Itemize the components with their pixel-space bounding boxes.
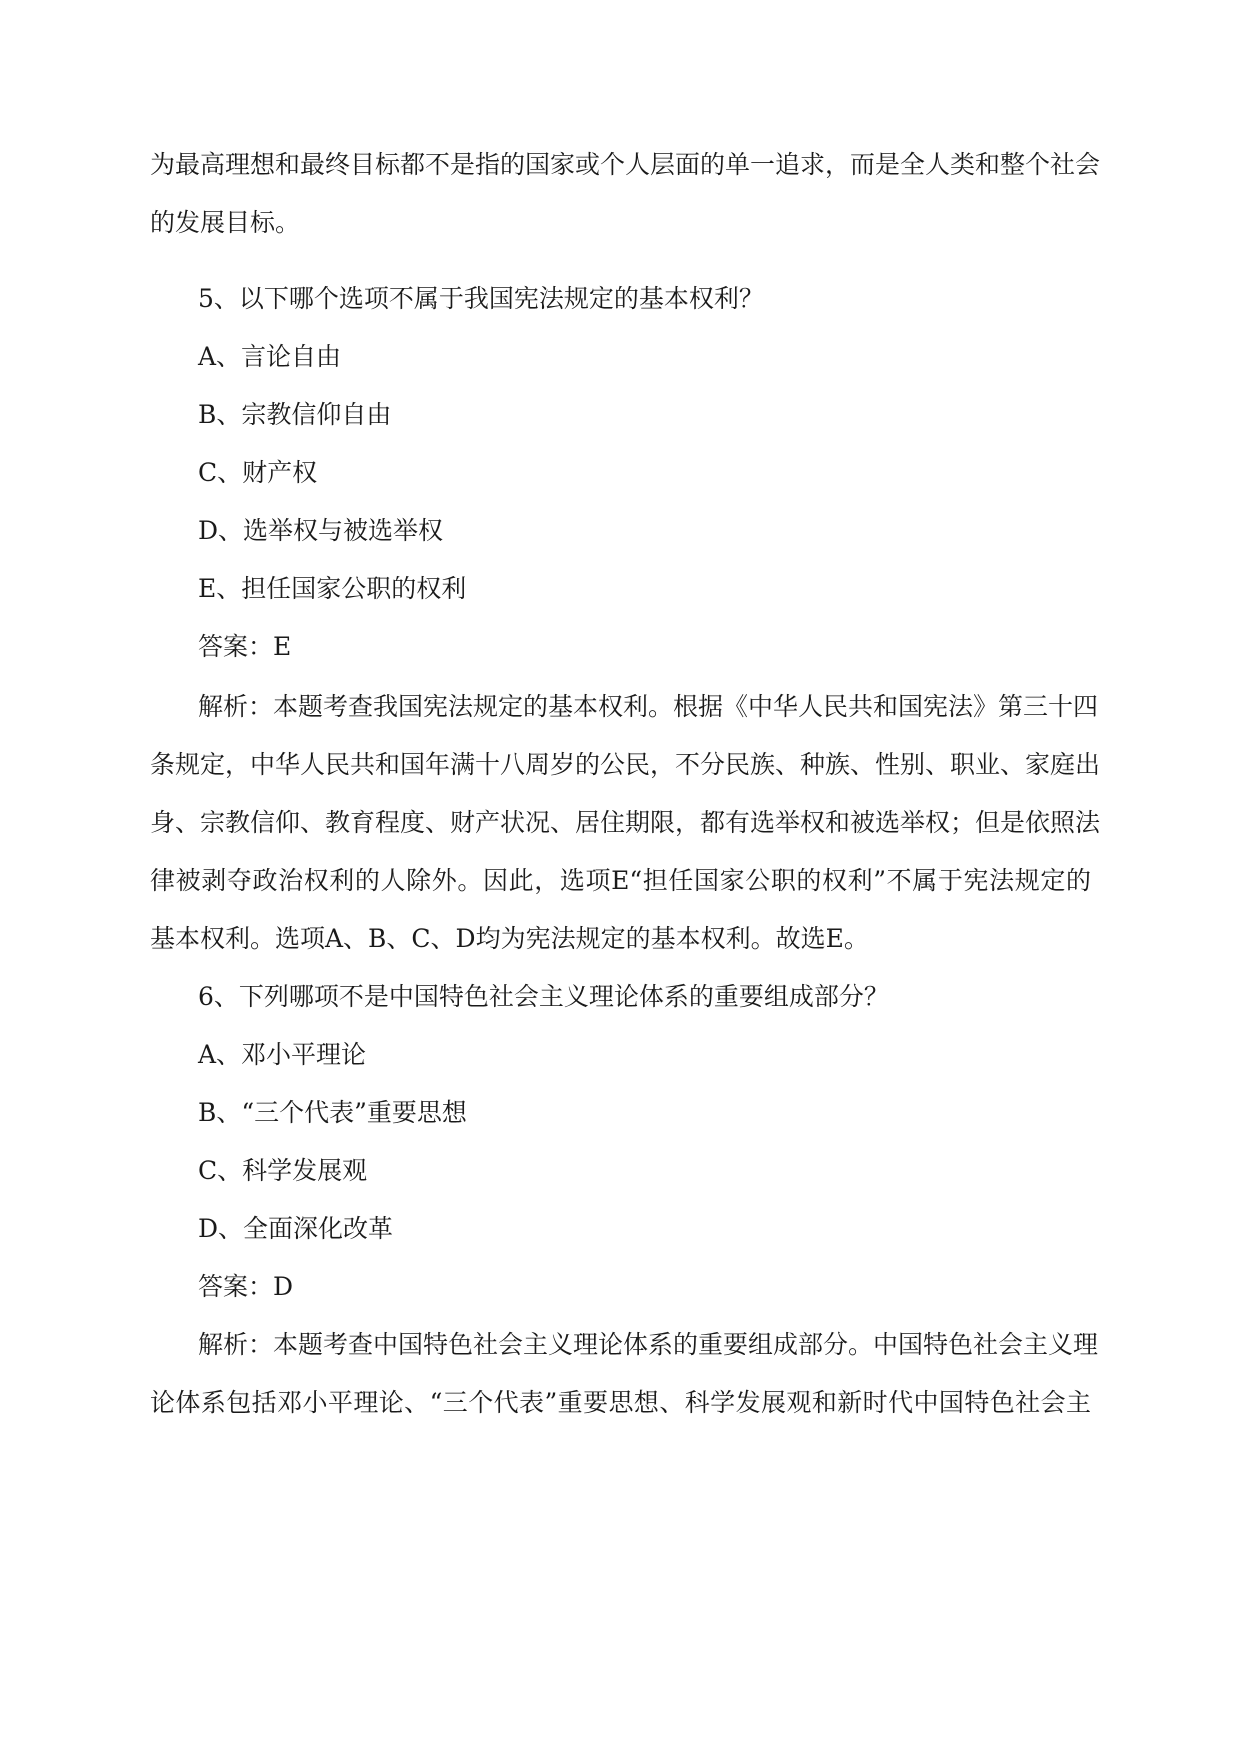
explanation-line: 解析：本题考查我国宪法规定的基本权利。根据《中华人民共和国宪法》第三十四 bbox=[198, 692, 1099, 721]
option-a: A、言论自由 bbox=[198, 342, 342, 371]
paragraph-line: 的发展目标。 bbox=[150, 208, 301, 237]
explanation-line: 基本权利。选项A、B、C、D均为宪法规定的基本权利。故选E。 bbox=[150, 924, 869, 953]
option-c: C、科学发展观 bbox=[198, 1156, 368, 1185]
question-6: 6、下列哪项不是中国特色社会主义理论体系的重要组成部分？ bbox=[198, 982, 889, 1011]
option-d: D、选举权与被选举权 bbox=[198, 516, 444, 545]
option-b: B、“三个代表”重要思想 bbox=[198, 1098, 467, 1127]
explanation-line: 解析：本题考查中国特色社会主义理论体系的重要组成部分。中国特色社会主义理 bbox=[198, 1330, 1099, 1359]
explanation-line: 论体系包括邓小平理论、“三个代表”重要思想、科学发展观和新时代中国特色社会主 bbox=[150, 1388, 1091, 1417]
option-e: E、担任国家公职的权利 bbox=[198, 574, 467, 603]
option-c: C、财产权 bbox=[198, 458, 318, 487]
option-b: B、宗教信仰自由 bbox=[198, 400, 392, 429]
question-5: 5、以下哪个选项不属于我国宪法规定的基本权利？ bbox=[198, 284, 764, 313]
explanation-line: 律被剥夺政治权利的人除外。因此，选项E“担任国家公职的权利”不属于宪法规定的 bbox=[150, 866, 1091, 895]
paragraph-line: 为最高理想和最终目标都不是指的国家或个人层面的单一追求，而是全人类和整个社会 bbox=[150, 150, 1101, 179]
answer: 答案：E bbox=[198, 632, 292, 661]
explanation-line: 条规定，中华人民共和国年满十八周岁的公民，不分民族、种族、性别、职业、家庭出 bbox=[150, 750, 1101, 779]
answer: 答案：D bbox=[198, 1272, 294, 1301]
explanation-line: 身、宗教信仰、教育程度、财产状况、居住期限，都有选举权和被选举权；但是依照法 bbox=[150, 808, 1101, 837]
option-d: D、全面深化改革 bbox=[198, 1214, 394, 1243]
option-a: A、邓小平理论 bbox=[198, 1040, 367, 1069]
